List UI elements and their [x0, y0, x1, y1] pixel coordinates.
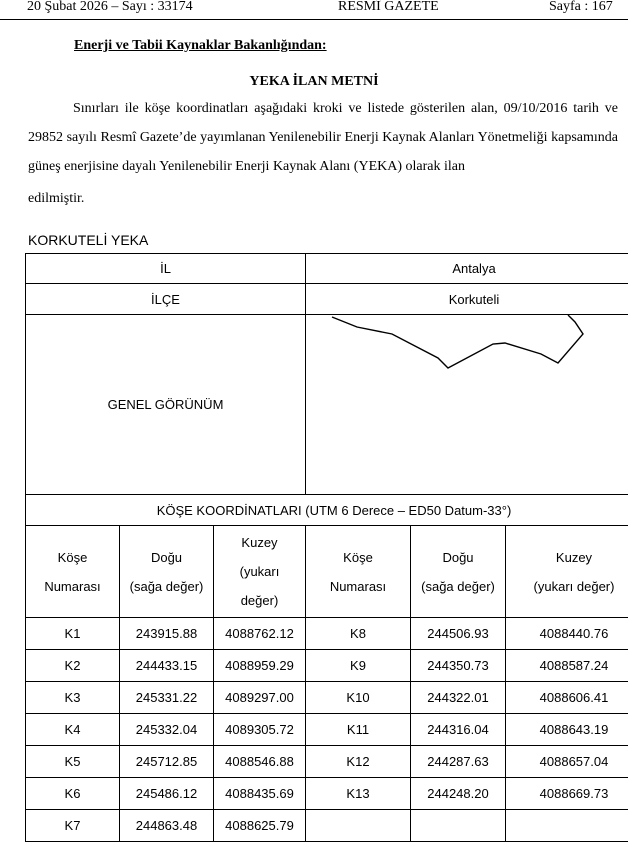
left-corner-id: K6	[25, 777, 120, 810]
left-east-value: 244433.15	[119, 649, 214, 682]
right-east-value: 244316.04	[410, 713, 506, 746]
col-header-kose-line1: Köşe	[343, 549, 373, 565]
document-title: YEKA İLAN METNİ	[249, 74, 379, 89]
left-corner-id: K7	[25, 809, 120, 842]
empty-cell	[410, 809, 506, 842]
ilce-value: Korkuteli	[305, 283, 628, 315]
left-east-value: 245331.22	[119, 681, 214, 714]
left-north-value: 4088435.69	[213, 777, 306, 810]
left-east-value: 245332.04	[119, 713, 214, 746]
empty-cell	[505, 809, 628, 842]
left-east-value: 244863.48	[119, 809, 214, 842]
announcement-paragraph-end: edilmiştir.	[28, 191, 85, 206]
left-east-value: 243915.88	[119, 617, 214, 650]
col-header-kuzey-line1: Kuzey	[555, 549, 593, 565]
col-header-kuzey-line3: değer)	[240, 593, 279, 608]
left-corner-id: K3	[25, 681, 120, 714]
right-north-value: 4088669.73	[505, 777, 628, 810]
col-header-kose-left	[25, 525, 120, 618]
right-north-value: 4088657.04	[505, 745, 628, 778]
header-gazette-name: RESMÎ GAZETE	[338, 0, 439, 14]
page-header	[0, 0, 628, 20]
right-corner-id: K8	[305, 617, 411, 650]
il-value: Antalya	[305, 253, 628, 284]
right-north-value: 4088643.19	[505, 713, 628, 746]
right-corner-id: K11	[305, 713, 411, 746]
right-east-value: 244287.63	[410, 745, 506, 778]
right-east-value: 244248.20	[410, 777, 506, 810]
col-header-kose-right	[305, 525, 411, 618]
col-header-kose-line2: Numarası	[329, 578, 387, 594]
left-corner-id: K1	[25, 617, 120, 650]
header-page-number: Sayfa : 167	[549, 0, 613, 14]
right-north-value: 4088587.24	[505, 649, 628, 682]
left-north-value: 4088762.12	[213, 617, 306, 650]
right-corner-id: K9	[305, 649, 411, 682]
left-north-value: 4089305.72	[213, 713, 306, 746]
col-header-dogu-line2: (sağa değer)	[421, 578, 495, 594]
left-north-value: 4088546.88	[213, 745, 306, 778]
col-header-kuzey-right	[505, 525, 628, 618]
left-east-value: 245712.85	[119, 745, 214, 778]
left-east-value: 245486.12	[119, 777, 214, 810]
right-east-value: 244322.01	[410, 681, 506, 714]
ministry-heading: Enerji ve Tabii Kaynaklar Bakanlığından:	[74, 38, 327, 53]
right-corner-id: K13	[305, 777, 411, 810]
overview-label: GENEL GÖRÜNÜM	[25, 314, 306, 495]
right-north-value: 4088440.76	[505, 617, 628, 650]
area-boundary-map	[306, 315, 628, 494]
col-header-dogu-line1: Doğu	[442, 549, 474, 565]
left-corner-id: K4	[25, 713, 120, 746]
left-north-value: 4088959.29	[213, 649, 306, 682]
left-corner-id: K5	[25, 745, 120, 778]
boundary-line	[332, 315, 583, 368]
right-east-value: 244506.93	[410, 617, 506, 650]
col-header-dogu-line1: Doğu	[150, 549, 183, 565]
area-name: KORKUTELİ YEKA	[28, 232, 149, 248]
col-header-dogu-right	[410, 525, 506, 618]
left-north-value: 4089297.00	[213, 681, 306, 714]
right-east-value: 244350.73	[410, 649, 506, 682]
announcement-paragraph: Sınırları ile köşe koordinatları aşağıdaki kroki ve listede gösterilen alan, 09/10/2016 tarih ve 29852 sayılı Resmî Gazete’de yayımlanan Yenilenebilir Enerji Kaynak Alanları Yönetmeliği kapsamında güneş enerjisine dayalı Yenilenebilir Enerji Kaynak Alanı (YEKA) olarak ilan	[28, 101, 618, 174]
col-header-kuzey-line1: Kuzey	[241, 535, 278, 550]
right-corner-id: K10	[305, 681, 411, 714]
coordinates-title: KÖŞE KOORDİNATLARI (UTM 6 Derece – ED50 Datum-33°)	[25, 494, 628, 526]
left-corner-id: K2	[25, 649, 120, 682]
right-corner-id: K12	[305, 745, 411, 778]
col-header-kose-line2: Numarası	[44, 578, 101, 594]
empty-cell	[305, 809, 411, 842]
col-header-kuzey-line2: (yukarı	[239, 564, 280, 579]
il-label: İL	[25, 253, 306, 284]
right-north-value: 4088606.41	[505, 681, 628, 714]
col-header-kuzey-line2: (yukarı değer)	[533, 578, 615, 594]
col-header-kuzey-left	[213, 525, 306, 618]
left-north-value: 4088625.79	[213, 809, 306, 842]
ilce-label: İLÇE	[25, 283, 306, 315]
col-header-dogu-line2: (sağa değer)	[129, 578, 204, 594]
header-date-issue: 20 Şubat 2026 – Sayı : 33174	[27, 0, 193, 14]
col-header-kose-line1: Köşe	[57, 549, 88, 565]
col-header-dogu-left	[119, 525, 214, 618]
